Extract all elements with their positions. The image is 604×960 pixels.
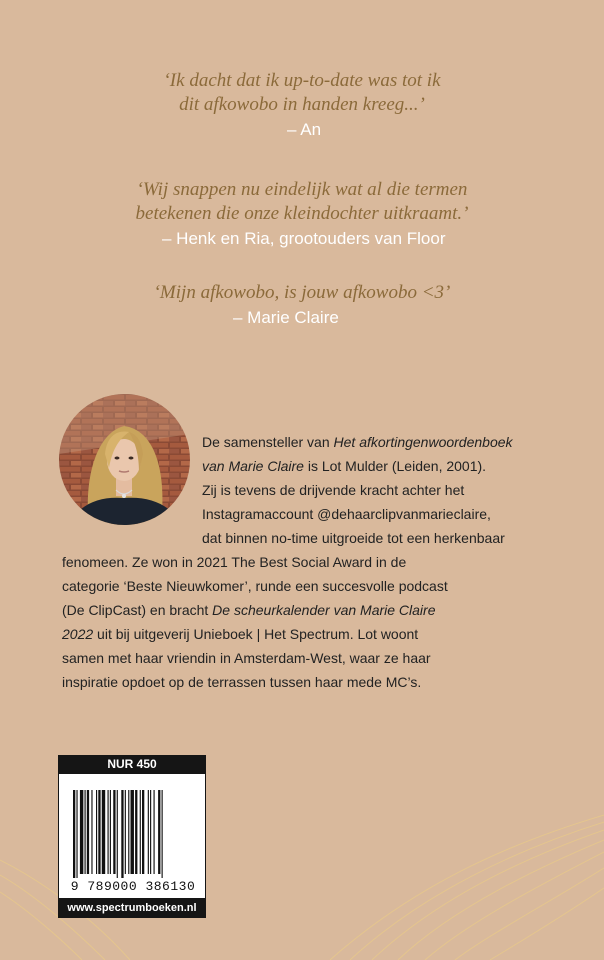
barcode-bar — [128, 790, 129, 874]
bio-line-9 — [62, 622, 418, 646]
quote-1 — [0, 69, 604, 117]
barcode-bar — [135, 790, 137, 874]
quote-3 — [0, 281, 604, 305]
bio-text: uit bij uitgeverij Unieboek | Het Spectrum. Lot woont — [93, 626, 419, 642]
book-title: De scheurkalender van Marie Claire — [212, 602, 436, 618]
barcode-bar — [91, 790, 92, 874]
bio-line-3: Zij is tevens de drijvende kracht achter het — [202, 482, 465, 498]
barcode-bar — [80, 790, 83, 874]
barcode-bar — [96, 790, 97, 874]
bio-line-7: categorie ‘Beste Nieuwkomer’, runde een succesvolle podcast — [62, 578, 448, 594]
book-title: van Marie Claire — [202, 458, 304, 474]
barcode-bar — [158, 790, 160, 874]
bio-line-6: fenomeen. Ze won in 2021 The Best Social Award in de — [62, 554, 407, 570]
barcode-bar — [121, 790, 123, 878]
quote-1-line-2: dit afkowobo in handen kreeg...’ — [179, 94, 425, 115]
book-title: Het afkortingenwoordenboek — [333, 434, 513, 450]
barcode-bar — [113, 790, 115, 874]
bio-line-5: dat binnen no-time uitgroeide tot een herkenbaar — [202, 530, 505, 546]
quote-3-attribution: – Marie Claire — [233, 308, 339, 327]
barcode-bar — [76, 790, 77, 878]
barcode-bars — [59, 774, 205, 878]
bio-line-4: Instagramaccount @dehaarclipvanmarieclaire, — [202, 506, 491, 522]
isbn-number: 9 789000 386130 — [70, 879, 196, 894]
barcode-bar — [140, 790, 141, 874]
barcode-bar — [108, 790, 109, 874]
bio-line-8 — [62, 598, 436, 622]
quote-2-attribution: – Henk en Ria, grootouders van Floor — [162, 229, 446, 248]
author-photo — [59, 394, 190, 525]
book-title: 2022 — [62, 626, 94, 642]
bio-text: De samensteller van — [202, 434, 334, 450]
barcode-bar — [87, 790, 89, 874]
barcode-bar — [98, 790, 100, 874]
bio-text: is Lot Mulder (Leiden, 2001). — [303, 458, 487, 474]
barcode-bar — [148, 790, 149, 874]
publisher-website: www.spectrumboeken.nl — [58, 898, 206, 918]
barcode-bar — [131, 790, 134, 874]
isbn-barcode — [58, 773, 206, 900]
barcode-bar — [117, 790, 118, 878]
bio-line-11: inspiratie opdoet op de terrassen tussen haar mede MC’s. — [62, 674, 422, 690]
nur-label: NUR 450 — [58, 755, 206, 773]
bio-text: (De ClipCast) en bracht — [62, 602, 213, 618]
bio-line-10: samen met haar vriendin in Amsterdam-West, waar ze haar — [62, 650, 431, 666]
quote-2-line-2: betekenen die onze kleindochter uitkraamt.’ — [135, 203, 469, 224]
bio-line-1 — [202, 430, 513, 454]
barcode-bar — [102, 790, 105, 874]
barcode-bar — [85, 790, 86, 874]
quote-2 — [0, 178, 604, 226]
barcode-bar — [125, 790, 126, 874]
barcode-bar — [142, 790, 144, 874]
quote-2-line-1: ‘Wij snappen nu eindelijk wat al die termen — [136, 179, 468, 200]
quote-3-line-1: ‘Mijn afkowobo, is jouw afkowobo <3’ — [153, 282, 451, 303]
barcode-bar — [154, 790, 155, 874]
bio-line-2 — [202, 454, 486, 478]
barcode-bar — [150, 790, 151, 874]
barcode-bar — [110, 790, 111, 874]
barcode-bar — [162, 790, 163, 878]
barcode-bar — [73, 790, 75, 878]
quote-1-attribution: – An — [287, 120, 322, 139]
quote-1-line-1: ‘Ik dacht dat ik up-to-date was tot ik — [163, 70, 441, 91]
